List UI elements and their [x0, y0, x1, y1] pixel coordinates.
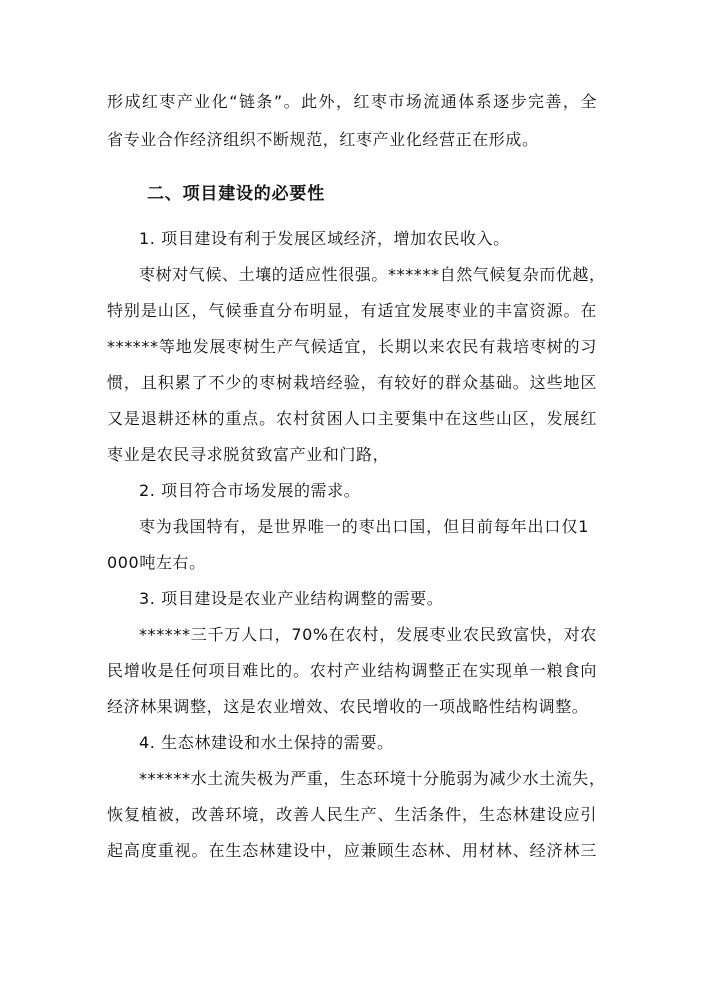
- item-heading-3: 3. 项目建设是农业产业结构调整的需要。: [139, 589, 444, 608]
- paragraph-line-15: 恢复植被，改善环境，改善人民生产、生活条件，生态林建设应引: [107, 805, 597, 824]
- paragraph-line-9: 枣为我国特有，是世界唯一的枣出口国，但目前每年出口仅1: [139, 517, 589, 536]
- item-heading-2: 2. 项目符合市场发展的需求。: [139, 481, 361, 500]
- paragraph-line-1: 形成红枣产业化“链条”。此外，红枣市场流通体系逐步完善，全: [107, 92, 597, 111]
- paragraph-line-16: 起高度重视。在生态林建设中，应兼顾生态林、用材林、经济林三: [107, 841, 597, 860]
- paragraph-line-11: ******三千万人口，70%在农村，发展枣业农民致富快，对农: [139, 625, 597, 644]
- paragraph-line-12: 民增收是任何项目难比的。农村产业结构调整正在实现单一粮食向: [107, 661, 597, 680]
- paragraph-line-2: 省专业合作经济组织不断规范，红枣产业化经营正在形成。: [107, 130, 539, 149]
- paragraph-line-8: 枣业是农民寻求脱贫致富产业和门路，: [107, 445, 390, 464]
- paragraph-line-14: ******水土流失极为严重，生态环境十分脆弱为减少水土流失，: [139, 769, 606, 788]
- paragraph-line-10: 000吨左右。: [107, 553, 206, 572]
- item-heading-1: 1. 项目建设有利于发展区域经济，增加农民收入。: [139, 229, 510, 248]
- paragraph-line-6: 惯，且积累了不少的枣树栽培经验，有较好的群众基础。这些地区: [107, 373, 597, 392]
- paragraph-line-4: 特别是山区，气候垂直分布明显，有适宜发展枣业的丰富资源。在: [107, 301, 597, 320]
- paragraph-line-13: 经济林果调整，这是农业增效、农民增收的一项战略性结构调整。: [107, 697, 589, 716]
- item-heading-4: 4. 生态林建设和水土保持的需要。: [139, 733, 394, 752]
- paragraph-line-5: ******等地发展枣树生产气候适宜，长期以来农民有栽培枣树的习: [107, 337, 597, 356]
- paragraph-line-3: 枣树对气候、土壤的适应性很强。******自然气候复杂而优越，: [139, 265, 606, 284]
- paragraph-line-7: 又是退耕还林的重点。农村贫困人口主要集中在这些山区，发展红: [107, 409, 597, 428]
- section-heading: 二、项目建设的必要性: [147, 184, 325, 204]
